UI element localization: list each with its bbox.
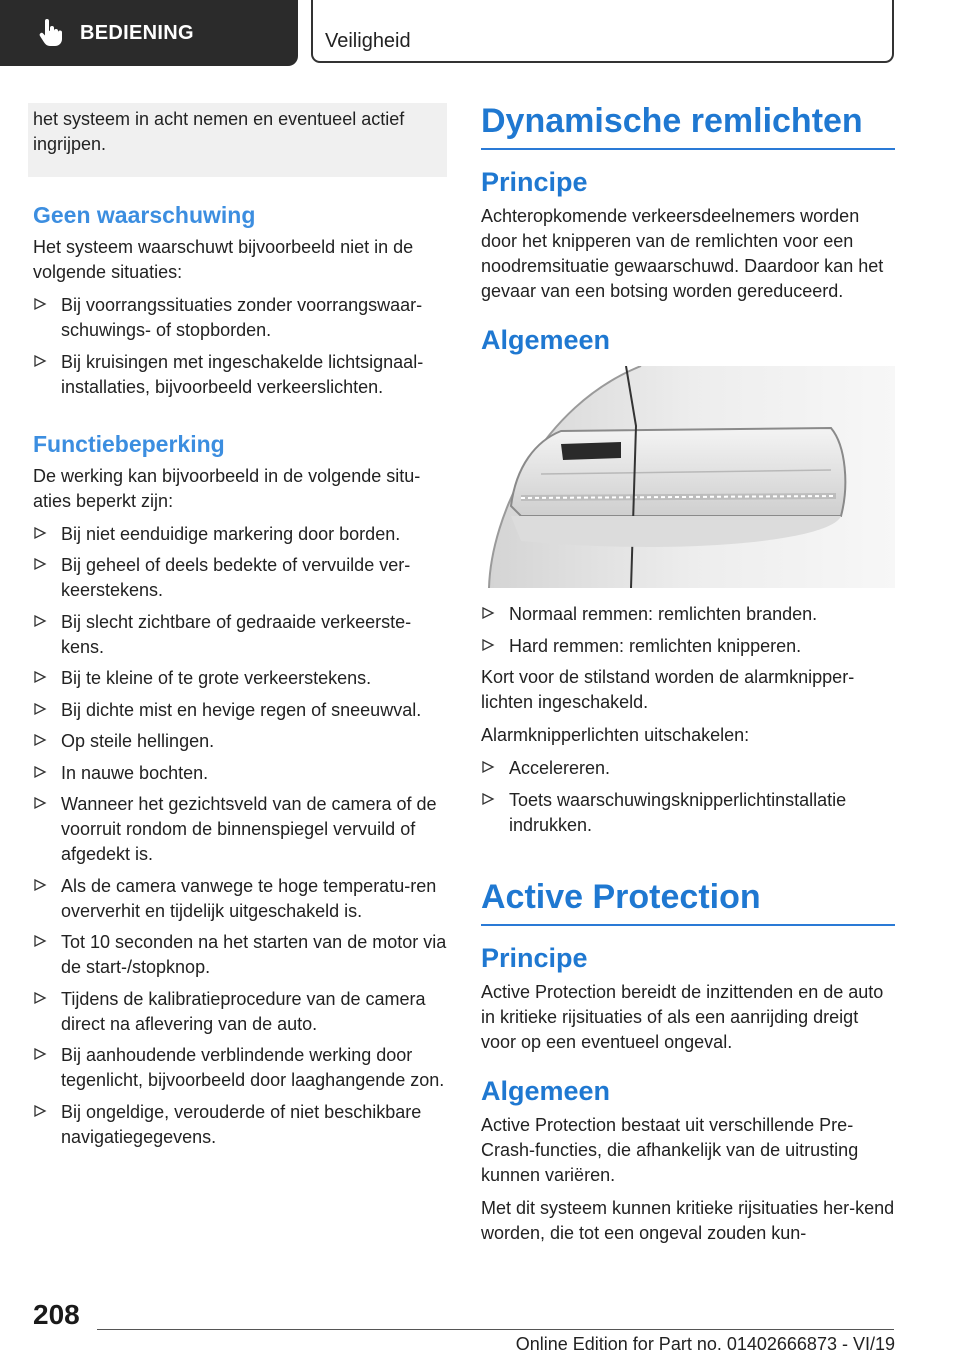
right-column [481,100,895,1254]
left-column [33,103,447,1156]
triangle-bullet-icon [33,297,47,311]
chapter-label: Veiligheid [325,30,411,52]
limits-intro: De werking kan bijvoorbeeld in de volgende situ-aties beperkt zijn: [33,465,421,511]
list-item: Hard remmen: remlichten knipperen. [481,634,895,659]
hazard-off-list [481,756,895,838]
edition-text: Online Edition for Part no. 01402666873 - VI/19 [515,1334,895,1354]
list-item: Toets waarschuwingsknipperlichtinstallatie indrukken. [481,788,895,838]
list-item: Bij geheel of deels bedekte of vervuilde ver-keerstekens. [33,553,447,603]
triangle-bullet-icon [33,796,47,810]
continued-note: het systeem in acht nemen en eventueel actief ingrijpen. [28,103,447,177]
list-item: Bij aanhoudende verblindende werking door tegenlicht, bijvoorbeeld door laaghangende zon. [33,1043,447,1093]
list-item: Bij kruisingen met ingeschakelde lichtsignaal-installaties, bijvoorbeeld verkeerslichten. [33,350,447,400]
brake-lights-general-heading: Algemeen [481,325,611,355]
braking-list [481,602,895,659]
limits-list [33,522,447,1150]
list-item: Accelereren. [481,756,895,781]
no-warning-title: Geen waarschuwing [33,202,256,228]
chapter-box [311,0,894,63]
footer-divider [97,1329,894,1330]
active-protection-general-text-2: Met dit systeem kunnen kritieke rijsituaties her-kend worden, die tot een ongeval zouden kun- [481,1197,895,1243]
list-item: Normaal remmen: remlichten branden. [481,602,895,627]
triangle-bullet-icon [33,557,47,571]
triangle-bullet-icon [33,614,47,628]
triangle-bullet-icon [33,354,47,368]
brake-lights-principle-heading: Principe [481,167,588,197]
triangle-bullet-icon [481,760,495,774]
triangle-bullet-icon [33,878,47,892]
triangle-bullet-icon [33,670,47,684]
list-item: Bij niet eenduidige markering door borden. [33,522,447,547]
page-number: 208 [33,1299,80,1330]
list-item: Bij dichte mist en hevige regen of sneeuwval. [33,698,447,723]
triangle-bullet-icon [33,1047,47,1061]
active-protection-general-heading: Algemeen [481,1075,611,1106]
active-protection-principle-heading: Principe [481,942,588,973]
list-item: Op steile hellingen. [33,729,447,754]
triangle-bullet-icon [33,733,47,747]
triangle-bullet-icon [33,934,47,948]
tail-light-illustration [481,366,895,588]
list-item: Bij voorrangssituaties zonder voorrangswaar-schuwings- of stopborden. [33,293,447,343]
list-item: Bij slecht zichtbare of gedraaide verkeerste-kens. [33,610,447,660]
list-item: Bij te kleine of te grote verkeerstekens. [33,666,447,691]
triangle-bullet-icon [33,991,47,1005]
triangle-bullet-icon [33,702,47,716]
hazard-off-text: Alarmknipperlichten uitschakelen: [481,725,750,745]
triangle-bullet-icon [33,765,47,779]
brake-lights-heading: Dynamische remlichten [481,100,895,150]
triangle-bullet-icon [481,638,495,652]
list-item: Tot 10 seconden na het starten van de motor via de start-/stopknop. [33,930,447,980]
section-label: BEDIENING [80,21,194,44]
active-protection-principle-text: Active Protection bereidt de inzittenden en de auto in kritieke rijsituaties of als een aanrijding dreigt voor op een eventueel ongeval. [481,981,884,1052]
hazard-text: Kort voor de stilstand worden de alarmknipper-lichten ingeschakeld. [481,667,855,712]
page-header [0,0,960,66]
list-item: In nauwe bochten. [33,761,447,786]
triangle-bullet-icon [33,526,47,540]
triangle-bullet-icon [481,792,495,806]
no-warning-list [33,293,447,400]
triangle-bullet-icon [33,1104,47,1118]
list-item: Bij ongeldige, verouderde of niet beschikbare navigatiegegevens. [33,1100,447,1150]
list-item: Tijdens de kalibratieprocedure van de camera direct na aflevering van de auto. [33,987,447,1037]
list-item: Als de camera vanwege te hoge temperatu-ren oververhit en tijdelijk uitgeschakeld is. [33,874,447,924]
active-protection-general-text-1: Active Protection bestaat uit verschillende Pre-Crash-functies, die afhankelijk van de uitrusting kunnen variëren. [481,1114,859,1185]
hand-pointer-icon [36,18,66,48]
limits-title: Functiebeperking [33,430,225,457]
triangle-bullet-icon [481,606,495,620]
active-protection-heading: Active Protection [481,876,895,926]
list-item: Wanneer het gezichtsveld van de camera of de voorruit rondom de binnenspiegel vervuild of afgedekt is. [33,792,447,867]
brake-lights-principle-text: Achteropkomende verkeersdeelnemers worden door het knipperen van de remlichten voor een noodremsituatie gewaarschuwd. Daardoor kan het gevaar van een botsing worden gereduceerd. [481,206,884,301]
no-warning-intro: Het systeem waarschuwt bijvoorbeeld niet in de volgende situaties: [33,237,414,282]
section-tab [0,0,298,66]
